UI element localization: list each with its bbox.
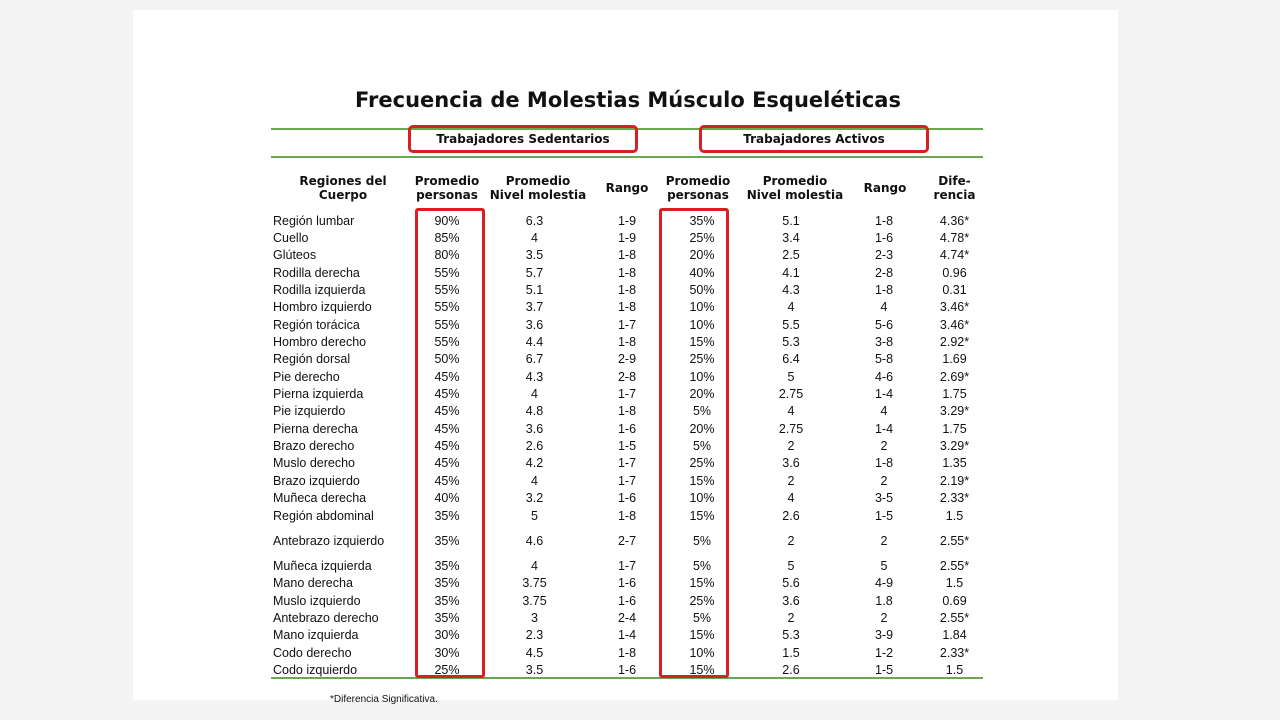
cell-sed-promedio-personas: 35% <box>434 558 460 573</box>
cell-sed-promedio-personas: 45% <box>434 404 460 419</box>
cell-act-promedio-personas: 5% <box>692 439 712 454</box>
cell-sed-rango: 1-8 <box>617 265 637 280</box>
cell-region: Muslo derecho <box>273 456 355 471</box>
cell-diferencia: 2.69* <box>939 369 970 384</box>
cell-sed-promedio-personas: 45% <box>434 456 460 471</box>
cell-act-promedio-nivel: 4 <box>787 300 795 315</box>
cell-sed-promedio-personas: 35% <box>434 533 460 548</box>
cell-diferencia: 1.75 <box>942 387 967 402</box>
cell-sed-promedio-nivel: 4 <box>531 387 538 402</box>
cell-sed-promedio-personas: 35% <box>434 610 460 625</box>
col-header-act-promedio-personas: Promedio personas <box>665 174 731 202</box>
cell-region: Pierna derecha <box>273 421 358 436</box>
cell-act-promedio-personas: 10% <box>689 300 715 315</box>
cell-act-promedio-nivel: 1.5 <box>782 645 800 660</box>
cell-diferencia: 2.33* <box>939 491 970 506</box>
cell-act-promedio-personas: 10% <box>689 369 715 384</box>
table-row <box>273 420 985 437</box>
table-row <box>273 403 985 420</box>
cell-sed-promedio-nivel: 4.2 <box>525 456 544 471</box>
cell-act-promedio-personas: 15% <box>689 508 715 523</box>
cell-act-promedio-personas: 15% <box>689 662 715 677</box>
cell-diferencia: 2.92* <box>939 335 970 350</box>
cell-sed-promedio-personas: 55% <box>434 317 460 332</box>
cell-act-promedio-personas: 25% <box>689 456 715 471</box>
cell-diferencia: 1.5 <box>945 576 964 591</box>
cell-act-promedio-nivel: 5.5 <box>782 317 800 332</box>
cell-sed-promedio-nivel: 6.3 <box>525 213 544 228</box>
cell-act-rango: 2-3 <box>874 248 894 263</box>
cell-act-rango: 1-6 <box>874 231 894 246</box>
cell-sed-rango: 2-7 <box>617 533 637 548</box>
cell-region: Rodilla izquierda <box>273 283 366 298</box>
cell-act-promedio-personas: 15% <box>689 473 715 488</box>
cell-act-promedio-personas: 40% <box>689 265 715 280</box>
cell-act-promedio-personas: 5% <box>692 558 712 573</box>
cell-act-promedio-nivel: 5 <box>787 558 795 573</box>
cell-sed-rango: 2-8 <box>617 369 637 384</box>
table-row <box>273 455 985 472</box>
cell-sed-promedio-nivel: 4 <box>531 231 538 246</box>
cell-act-promedio-nivel: 2 <box>787 473 795 488</box>
table-row <box>273 644 985 661</box>
cell-act-rango: 1-4 <box>874 421 894 436</box>
cell-sed-promedio-nivel: 3 <box>531 610 538 625</box>
cell-sed-rango: 1-6 <box>617 491 637 506</box>
slide <box>133 10 1118 705</box>
cell-act-promedio-nivel: 4.3 <box>782 283 800 298</box>
cell-region: Región torácica <box>273 317 360 332</box>
cell-sed-promedio-personas: 45% <box>434 473 460 488</box>
table-row <box>273 247 985 264</box>
cell-act-promedio-nivel: 4 <box>787 404 795 419</box>
cell-diferencia: 3.46* <box>939 300 970 315</box>
cell-act-rango: 4-9 <box>874 576 894 591</box>
cell-sed-promedio-nivel: 3.6 <box>525 317 544 332</box>
table-row <box>273 264 985 281</box>
cell-sed-rango: 1-6 <box>617 576 637 591</box>
cell-diferencia: 4.78* <box>939 231 970 246</box>
col-header-region: Regiones del Cuerpo <box>299 174 387 202</box>
cell-act-rango: 1-4 <box>874 387 894 402</box>
cell-diferencia: 1.69 <box>942 352 967 367</box>
cell-act-promedio-personas: 5% <box>692 533 712 548</box>
table-row <box>273 472 985 489</box>
cell-act-promedio-personas: 15% <box>689 576 715 591</box>
cell-sed-rango: 1-9 <box>617 213 637 228</box>
cell-sed-rango: 1-5 <box>617 439 637 454</box>
cell-diferencia: 0.96 <box>942 265 967 280</box>
cell-act-rango: 1-5 <box>874 508 894 523</box>
cell-act-promedio-nivel: 2 <box>787 610 795 625</box>
cell-act-promedio-personas: 25% <box>689 593 715 608</box>
table-row <box>273 524 985 557</box>
cell-act-rango: 4-6 <box>874 369 894 384</box>
cell-diferencia: 0.69 <box>942 593 967 608</box>
cell-act-rango: 2 <box>880 533 888 548</box>
cell-sed-promedio-nivel: 4 <box>531 558 538 573</box>
cell-sed-rango: 1-7 <box>617 473 637 488</box>
cell-act-rango: 2 <box>880 439 888 454</box>
table-row <box>273 229 985 246</box>
cell-sed-promedio-personas: 80% <box>434 248 460 263</box>
col-header-sed-promedio-personas: Promedio personas <box>414 174 480 202</box>
cell-act-promedio-personas: 15% <box>689 628 715 643</box>
cell-sed-promedio-personas: 35% <box>434 593 460 608</box>
cell-sed-promedio-nivel: 4.8 <box>525 404 544 419</box>
col-header-sed-promedio-nivel: Promedio Nivel molestia <box>489 174 587 202</box>
cell-diferencia: 3.46* <box>939 317 970 332</box>
cell-sed-promedio-nivel: 3.5 <box>525 662 544 677</box>
cell-region: Brazo derecho <box>273 439 355 454</box>
cell-diferencia: 0.31 <box>942 283 967 298</box>
cell-diferencia: 1.5 <box>945 662 964 677</box>
page-title: Frecuencia de Molestias Músculo Esqueléticas <box>355 88 901 112</box>
cell-region: Codo derecho <box>273 645 352 660</box>
table-row <box>273 557 985 574</box>
cell-act-promedio-nivel: 5.3 <box>782 628 800 643</box>
cell-sed-promedio-personas: 45% <box>434 439 460 454</box>
cell-sed-promedio-personas: 25% <box>434 662 460 677</box>
cell-sed-rango: 1-9 <box>617 231 637 246</box>
cell-act-promedio-nivel: 2.75 <box>778 387 804 402</box>
cell-sed-promedio-personas: 45% <box>434 387 460 402</box>
cell-sed-rango: 1-4 <box>617 628 637 643</box>
cell-region: Muñeca derecha <box>273 491 367 506</box>
cell-act-promedio-personas: 50% <box>689 283 715 298</box>
cell-region: Mano derecha <box>273 576 353 591</box>
cell-sed-promedio-nivel: 3.7 <box>525 300 544 315</box>
cell-act-rango: 1-8 <box>874 283 894 298</box>
group-label-active: Trabajadores Activos <box>699 125 929 153</box>
cell-sed-promedio-personas: 45% <box>434 369 460 384</box>
cell-act-rango: 3-5 <box>874 491 894 506</box>
cell-sed-promedio-nivel: 5.1 <box>525 283 544 298</box>
cell-act-promedio-nivel: 5 <box>787 369 795 384</box>
cell-region: Glúteos <box>273 248 317 263</box>
cell-act-rango: 4 <box>880 300 888 315</box>
cell-act-promedio-personas: 5% <box>692 404 712 419</box>
cell-act-promedio-personas: 15% <box>689 335 715 350</box>
cell-region: Pie derecho <box>273 369 340 384</box>
cell-diferencia: 1.84 <box>942 628 967 643</box>
cell-sed-promedio-personas: 35% <box>434 508 460 523</box>
cell-act-promedio-personas: 25% <box>689 231 715 246</box>
cell-act-promedio-nivel: 4.1 <box>782 265 800 280</box>
col-header-diferencia: Dife- rencia <box>933 174 976 202</box>
cell-act-promedio-nivel: 5.3 <box>782 335 800 350</box>
cell-act-promedio-personas: 20% <box>689 248 715 263</box>
cell-act-rango: 5-8 <box>874 352 894 367</box>
cell-sed-rango: 1-8 <box>617 404 637 419</box>
table-row <box>273 661 985 678</box>
cell-sed-rango: 2-4 <box>617 610 637 625</box>
table-row <box>273 592 985 609</box>
cell-region: Brazo izquierdo <box>273 473 360 488</box>
cell-diferencia: 4.36* <box>939 213 970 228</box>
cell-act-promedio-personas: 10% <box>689 491 715 506</box>
cell-diferencia: 2.33* <box>939 645 970 660</box>
col-header-act-promedio-nivel: Promedio Nivel molestia <box>746 174 844 202</box>
cell-sed-promedio-nivel: 3.6 <box>525 421 544 436</box>
table-row <box>273 351 985 368</box>
table-row <box>273 281 985 298</box>
cell-region: Pie izquierdo <box>273 404 346 419</box>
cell-act-promedio-nivel: 2.75 <box>778 421 804 436</box>
cell-sed-promedio-personas: 55% <box>434 283 460 298</box>
cell-act-promedio-personas: 10% <box>689 317 715 332</box>
cell-diferencia: 2.55* <box>939 533 970 548</box>
cell-act-promedio-personas: 25% <box>689 352 715 367</box>
cell-diferencia: 1.75 <box>942 421 967 436</box>
cell-region: Hombro izquierdo <box>273 300 372 315</box>
cell-region: Región abdominal <box>273 508 374 523</box>
cell-sed-promedio-personas: 45% <box>434 421 460 436</box>
cell-act-promedio-nivel: 5.1 <box>782 213 800 228</box>
cell-diferencia: 4.74* <box>939 248 970 263</box>
cell-diferencia: 2.55* <box>939 610 970 625</box>
cell-sed-promedio-nivel: 4.4 <box>525 335 544 350</box>
cell-sed-promedio-nivel: 2.3 <box>525 628 544 643</box>
cell-sed-promedio-personas: 50% <box>434 352 460 367</box>
cell-diferencia: 2.55* <box>939 558 970 573</box>
cell-act-promedio-nivel: 2.5 <box>782 248 800 263</box>
cell-diferencia: 1.5 <box>945 508 964 523</box>
table-row <box>273 627 985 644</box>
cell-sed-rango: 1-8 <box>617 283 637 298</box>
cell-sed-promedio-personas: 55% <box>434 300 460 315</box>
cell-act-promedio-personas: 20% <box>689 387 715 402</box>
table-row <box>273 385 985 402</box>
table-row <box>273 333 985 350</box>
cell-region: Muñeca izquierda <box>273 558 372 573</box>
cell-act-promedio-personas: 5% <box>692 610 712 625</box>
cell-region: Rodilla derecha <box>273 265 360 280</box>
cell-region: Cuello <box>273 231 309 246</box>
cell-sed-rango: 1-7 <box>617 456 637 471</box>
cell-act-promedio-personas: 35% <box>689 213 715 228</box>
table-row <box>273 299 985 316</box>
cell-diferencia: 2.19* <box>939 473 970 488</box>
cell-sed-promedio-personas: 85% <box>434 231 460 246</box>
cell-diferencia: 3.29* <box>939 439 970 454</box>
cell-act-promedio-nivel: 4 <box>787 491 795 506</box>
cell-act-promedio-nivel: 3.6 <box>782 456 800 471</box>
cell-sed-promedio-nivel: 5.7 <box>525 265 544 280</box>
cell-sed-promedio-nivel: 5 <box>531 508 538 523</box>
cell-act-rango: 3-9 <box>874 628 894 643</box>
table-row <box>273 212 985 229</box>
cell-sed-promedio-nivel: 3.2 <box>525 491 544 506</box>
cell-sed-rango: 1-6 <box>617 593 637 608</box>
cell-act-rango: 2 <box>880 610 888 625</box>
table-row <box>273 507 985 524</box>
cell-sed-promedio-nivel: 2.6 <box>525 439 544 454</box>
cell-region: Antebrazo izquierdo <box>273 533 385 548</box>
table-row <box>273 575 985 592</box>
cell-region: Región lumbar <box>273 213 355 228</box>
cell-sed-promedio-personas: 40% <box>434 491 460 506</box>
table-row <box>273 490 985 507</box>
cell-act-rango: 1-2 <box>874 645 894 660</box>
data-table <box>273 212 985 679</box>
cell-sed-promedio-nivel: 3.75 <box>522 576 547 591</box>
cell-act-promedio-nivel: 2 <box>787 439 795 454</box>
cell-act-promedio-nivel: 6.4 <box>782 352 800 367</box>
cell-diferencia: 1.35 <box>942 456 967 471</box>
header-rule <box>271 156 983 158</box>
cell-act-rango: 1-8 <box>874 213 894 228</box>
cell-region: Pierna izquierda <box>273 387 364 402</box>
cell-act-promedio-nivel: 3.4 <box>782 231 800 246</box>
table-row <box>273 316 985 333</box>
cell-sed-promedio-personas: 55% <box>434 335 460 350</box>
cell-region: Codo izquierdo <box>273 662 358 677</box>
cell-act-promedio-personas: 20% <box>689 421 715 436</box>
cell-act-rango: 3-8 <box>874 335 894 350</box>
cell-region: Muslo izquierdo <box>273 593 361 608</box>
cell-sed-promedio-nivel: 4 <box>531 473 538 488</box>
cell-act-promedio-personas: 10% <box>689 645 715 660</box>
col-header-act-rango: Rango <box>863 181 907 195</box>
cell-region: Antebrazo derecho <box>273 610 379 625</box>
cell-sed-rango: 1-6 <box>617 421 637 436</box>
cell-region: Región dorsal <box>273 352 351 367</box>
cell-sed-rango: 2-9 <box>617 352 637 367</box>
cell-act-rango: 1-8 <box>874 456 894 471</box>
cell-region: Mano izquierda <box>273 628 359 643</box>
cell-act-rango: 4 <box>880 404 888 419</box>
cell-act-rango: 5 <box>880 558 888 573</box>
cell-sed-promedio-nivel: 4.5 <box>525 645 544 660</box>
cell-act-rango: 5-6 <box>874 317 894 332</box>
cell-sed-rango: 1-7 <box>617 317 637 332</box>
cell-sed-promedio-personas: 35% <box>434 576 460 591</box>
table-row <box>273 437 985 454</box>
cell-sed-rango: 1-8 <box>617 248 637 263</box>
cell-sed-promedio-nivel: 6.7 <box>525 352 544 367</box>
table-row <box>273 609 985 626</box>
cell-sed-promedio-personas: 55% <box>434 265 460 280</box>
cell-act-rango: 2 <box>880 473 888 488</box>
footnote: *Diferencia Significativa. <box>330 694 438 705</box>
cell-sed-promedio-personas: 90% <box>434 213 460 228</box>
group-label-sedentary: Trabajadores Sedentarios <box>408 125 638 153</box>
cell-act-promedio-nivel: 2.6 <box>782 508 800 523</box>
cell-sed-rango: 1-6 <box>617 662 637 677</box>
cell-region: Hombro derecho <box>273 335 367 350</box>
cell-act-promedio-nivel: 3.6 <box>782 593 800 608</box>
cell-act-promedio-nivel: 2 <box>787 533 795 548</box>
col-header-sed-rango: Rango <box>605 181 649 195</box>
cell-act-rango: 1-5 <box>874 662 894 677</box>
cell-sed-promedio-personas: 30% <box>434 645 460 660</box>
table-row <box>273 368 985 385</box>
cell-diferencia: 3.29* <box>939 404 970 419</box>
cell-act-rango: 1.8 <box>875 593 893 608</box>
cell-sed-rango: 1-7 <box>617 558 637 573</box>
cell-sed-rango: 1-7 <box>617 387 637 402</box>
cell-sed-rango: 1-8 <box>617 645 637 660</box>
cell-sed-promedio-personas: 30% <box>434 628 460 643</box>
cell-act-promedio-nivel: 2.6 <box>782 662 800 677</box>
cell-act-promedio-nivel: 5.6 <box>782 576 800 591</box>
cell-sed-rango: 1-8 <box>617 335 637 350</box>
cell-act-rango: 2-8 <box>874 265 894 280</box>
cell-sed-rango: 1-8 <box>617 508 637 523</box>
cell-sed-promedio-nivel: 4.6 <box>525 533 544 548</box>
cell-sed-promedio-nivel: 3.75 <box>522 593 547 608</box>
cell-sed-promedio-nivel: 4.3 <box>525 369 544 384</box>
cell-sed-rango: 1-8 <box>617 300 637 315</box>
cell-sed-promedio-nivel: 3.5 <box>525 248 544 263</box>
